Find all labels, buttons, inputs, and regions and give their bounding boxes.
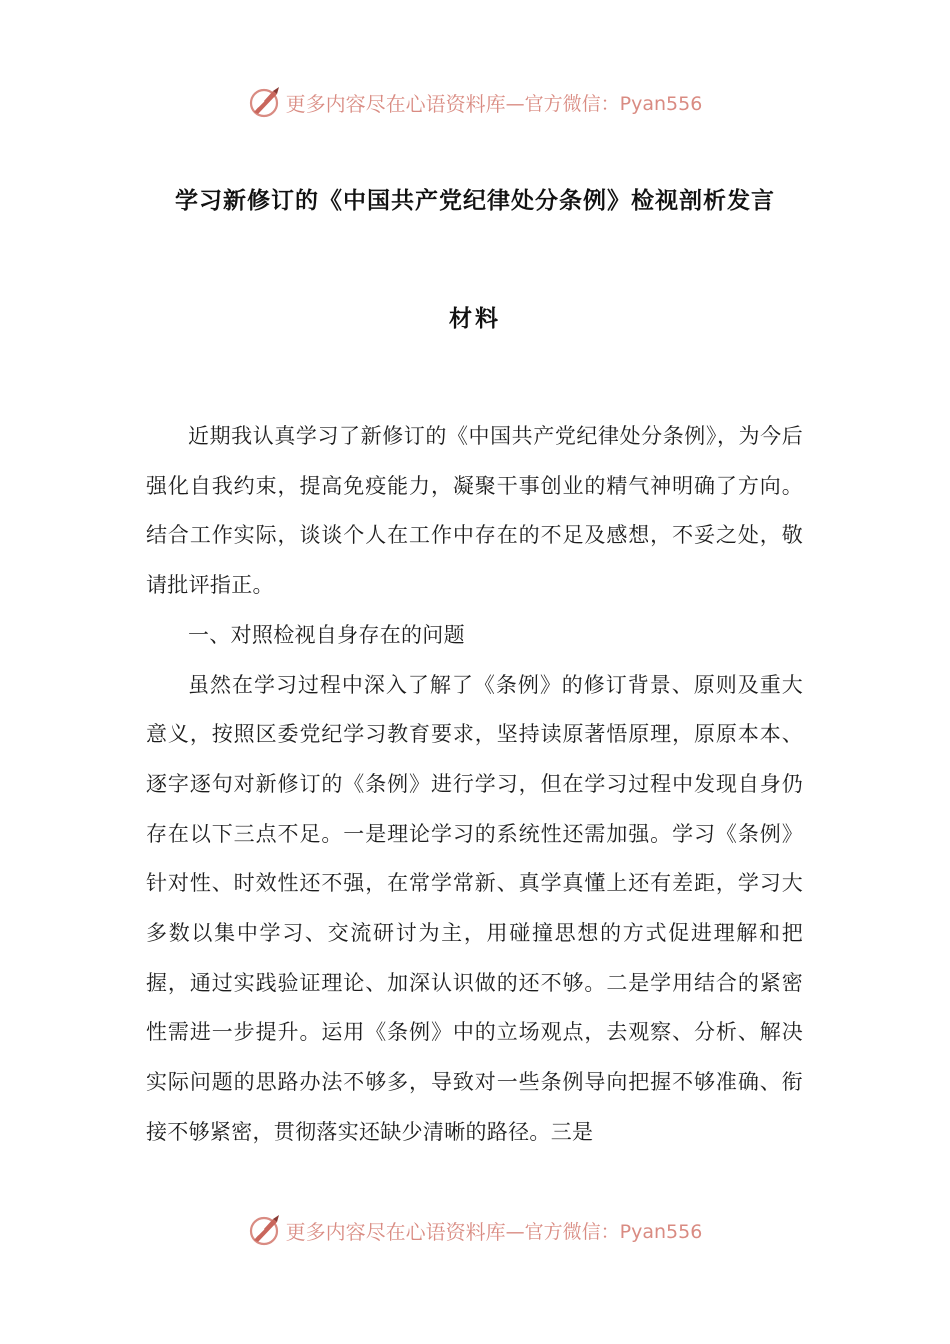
document-title-line2: 材料 [449, 306, 501, 332]
section-heading-1: 一、对照检视自身存在的问题 [188, 622, 465, 647]
watermark-wechat-text: —官方微信：Pyan556 [505, 92, 703, 115]
header-watermark [0, 82, 950, 122]
document-body [146, 412, 803, 1158]
watermark-wechat-text: —官方微信：Pyan556 [505, 1220, 703, 1243]
paragraph-intro: 近期我认真学习了新修订的《中国共产党纪律处分条例》，为今后强化自我约束，提高免疫能力，凝聚干事创业的精气神明确了方向。结合工作实际，谈谈个人在工作中存在的不足及感想，不妥之处，敬请批评指正。 [146, 424, 803, 598]
quill-pen-logo-icon [248, 1213, 282, 1247]
footer-watermark [0, 1210, 950, 1250]
paragraph-problems: 虽然在学习过程中深入了解了《条例》的修订背景、原则及重大意义，按照区委党纪学习教育要求，坚持读原著悟原理，原原本本、逐字逐句对新修订的《条例》进行学习，但在学习过程中发现自身仍存在以下三点不足。一是理论学习的系统性还需加强。学习《条例》针对性、时效性还不强，在常学常新、真学真懂上还有差距，学习大多数以集中学习、交流研讨为主，用碰撞思想的方式促进理解和把握，通过实践验证理论、加深认识做的还不够。二是学用结合的紧密性需进一步提升。运用《条例》中的立场观点，去观察、分析、解决实际问题的思路办法不够多，导致对一些条例导向把握不够准确、衔接不够紧密，贯彻落实还缺少清晰的路径。三是 [146, 672, 803, 1144]
document-title-line1: 学习新修订的《中国共产党纪律处分条例》检视剖析发言 [175, 188, 775, 214]
quill-pen-logo-icon [248, 85, 282, 119]
watermark-main-text: 更多内容尽在心语资料库 [285, 91, 506, 116]
watermark-main-text: 更多内容尽在心语资料库 [285, 1219, 506, 1244]
